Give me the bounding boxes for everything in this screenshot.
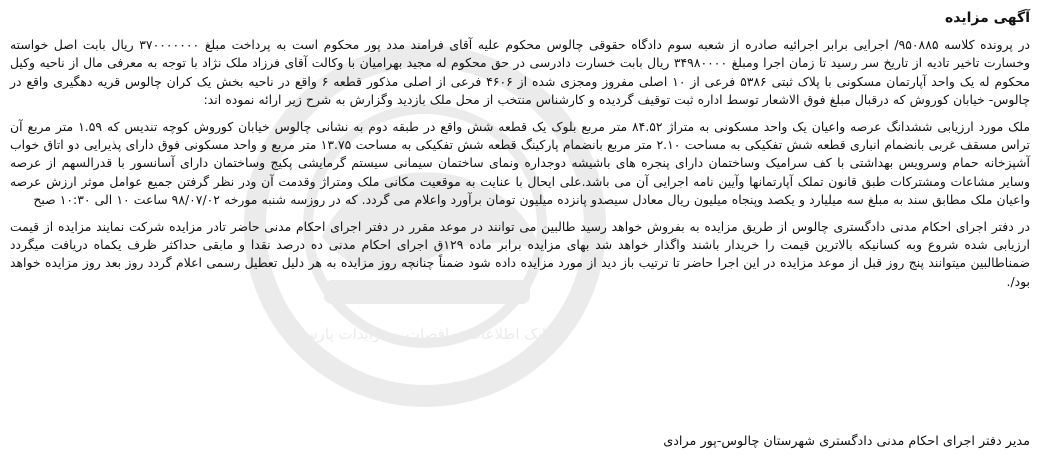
notice-signature: مدیر دفتر اجرای احکام مدنی دادگستری شهرستان چالوس-پور مرادی [663, 434, 1030, 449]
watermark-text: بانک اطلاعات مناقصات و مزایدات پارس [299, 325, 551, 343]
notice-paragraph-3: در دفتر اجرای احکام مدنی دادگستری چالوس از طریق مزایده به بفروش خواهد رسید طالبین می توانند در موعد مقرر در دفتر اجرای احکام مدنی حاضر تادر مزایده شرکت نمایند مزایده از قیمت ارزیابی شده شروع وبه کسانیکه بالاترین قیمت را خریدار باشند واگذار خواهد شد بهای مزایده برابر ماده ۱۲۹ق اجرای احکام مدنی ده درصد نقدا و مابقی حداکثر ظرف یکماه دریافت میگردد ضمناطالبین میتوانند پنج روز قبل از موعد مزایده در این اجرا حاضر تا ترتیب باز دید از مورد مزایده داده شود ضمناً چنانچه روز مزایده به هر دلیل تعطیل رسمی اعلام گردد روز بعد روز مزایده خواهد بود/. [10, 218, 1030, 289]
notice-content [10, 8, 1030, 451]
notice-paragraph-2: ملک مورد ارزیابی ششدانگ عرصه واعیان یک واحد مسکونی به متراژ ۸۴.۵۲ متر مربع بلوک یک قطعه شش واقع در طبقه دوم به نشانی چالوس خیابان کوروش کوچه تندیس که ۱.۵۹ متر مربع آن تراس مسقف غربی بانضمام انباری قطعه شش تفکیکی به مساحت ۲.۱۰ متر مربع بانضمام پارکینگ قطعه شش تفکیکی به مساحت ۱۳.۷۵ متر مربع و واحد مسکونی فوق دارای پذیرایی دو اتاق خواب آشپزخانه حمام وسرویس بهداشتی با کف سرامیک وساختمان دارای پنجره های باشیشه دوجداره ونمای ساختمان سیمانی سیستم گرمایشی پکیج وساختمان دارای آسانسور با قدرالسهم از عرصه وسایر مشاعات ومشترکات طبق قانون تملک آپارتمانها وآیین نامه اجرایی آن می باشد.علی ایحال با عنایت به موقعیت مکانی ملک ومتراژ وقدمت آن ودر نظر گرفتن جمیع عوامل موثر ارزش عرصه واعیان ملک مطابق سند به مبلغ سه میلیارد و یکصد وپنجاه میلیون ریال معادل سیصدو پانزده میلیون تومان برآورد واعلام می گردد. که در روزسه شنبه مورخه ۹۸/۰۷/۰۲ ساعت ۱۰ الی ۱۰:۳۰ صبح [10, 118, 1030, 208]
notice-title: آگهی مزایده [944, 10, 1030, 26]
notice-paragraph-1: در پرونده کلاسه ۹۵۰۸۸۵/ اجرایی برابر اجرائیه صادره از شعبه سوم دادگاه حقوقی چالوس محکوم علیه آقای فرامند مدد پور محکوم است به پرداخت مبلغ ۳۷۰۰۰۰۰۰۰ ریال بابت اصل خواسته وخسارت تاخیر تادیه از تاریخ سر رسید تا زمان اجرا ومبلغ ۳۴۹۸۰۰۰۰ ریال بابت خسارت دادرسی در حق محکوم له مجید بهرامیان با وکالت آقای فرزاد ملک نژاد با توجه به معرفی مال از ناحیه وکیل محکوم له یک واحد آپارتمان مسکونی با پلاک ثبتی ۵۳۸۶ فرعی از ۱۰ اصلی مفروز ومجزی شده از ۴۶۰۶ فرعی از اصلی مذکور قطعه ۶ واقع در ناحیه بخش یک کران چالوس قریه دهگیری واقع در چالوس- خیابان کوروش که درقبال مبلغ فوق الاشعار توسط اداره ثبت توقیف گردیده و کارشناس منتخب از محل ملک بازدید وگزارش به شرح زیر ارائه نموده اند: [10, 37, 1031, 108]
